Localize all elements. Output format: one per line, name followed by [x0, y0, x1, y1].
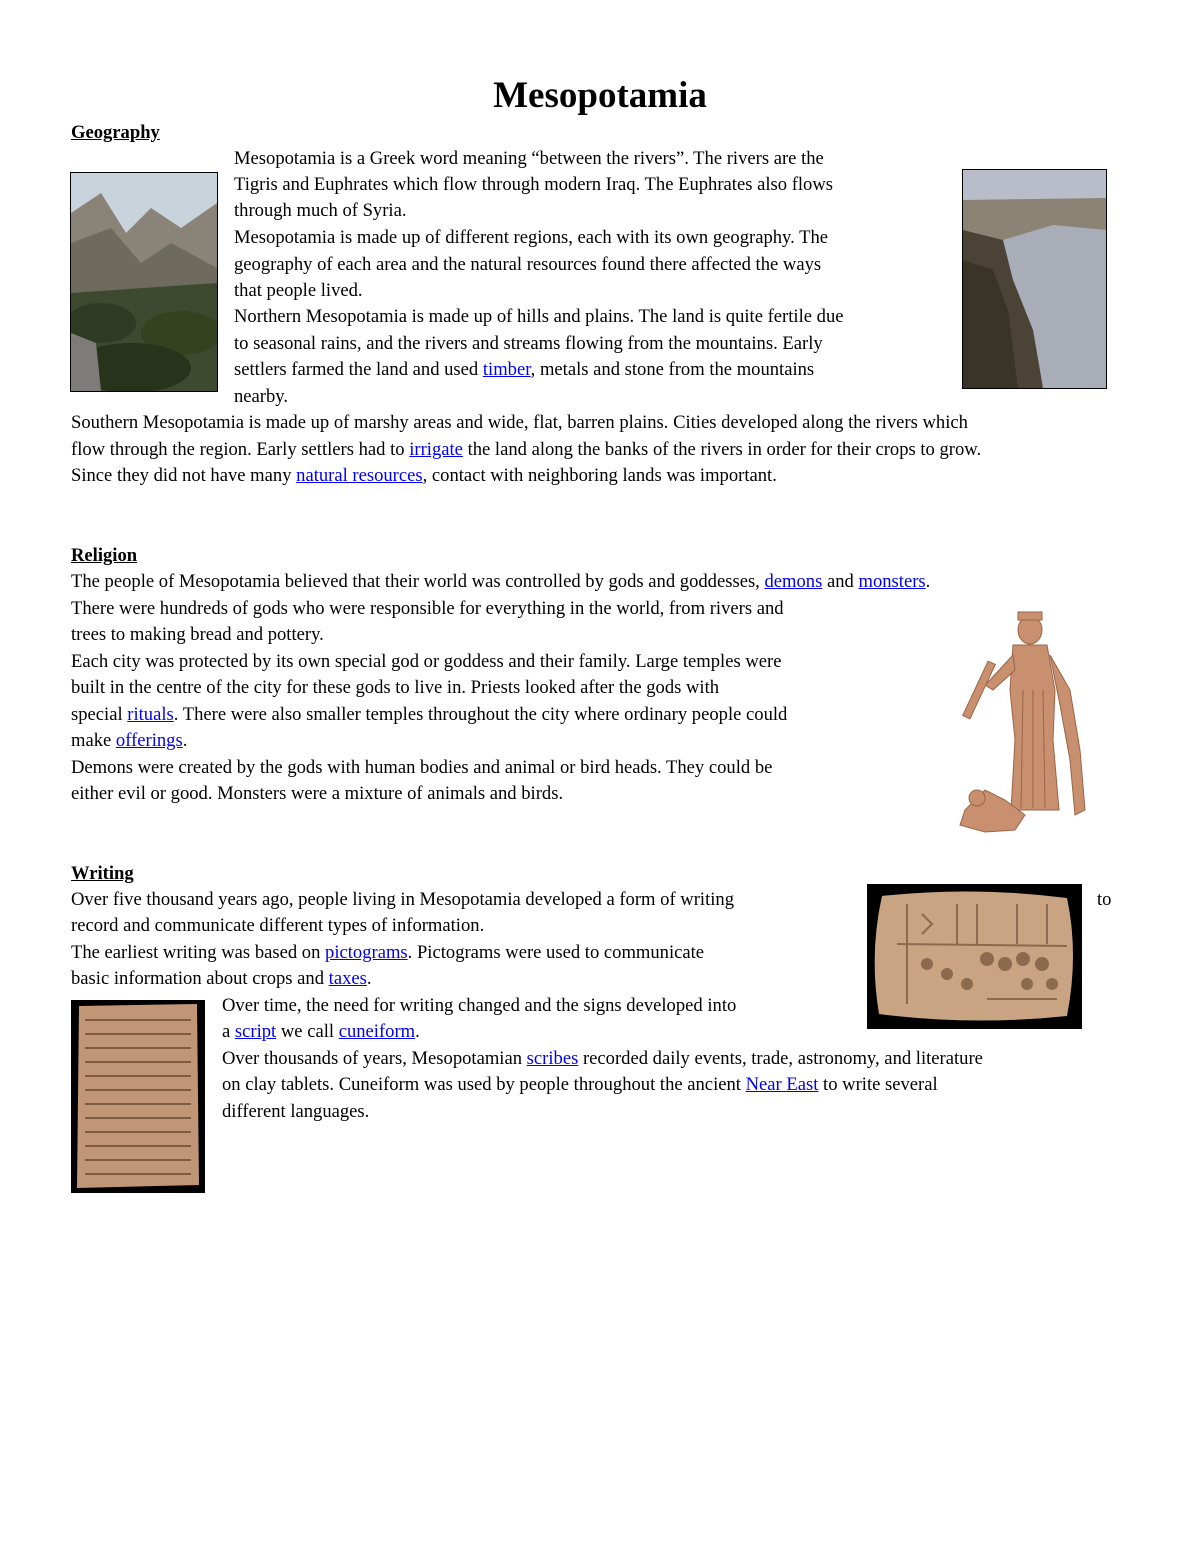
- religion-line-6: [71, 702, 787, 729]
- link-scribes[interactable]: scribes: [526, 1048, 579, 1069]
- geography-line-6: that people lived.: [234, 280, 363, 301]
- religion-line-6-text-end: . There were also smaller temples throughout the city where ordinary people could: [173, 704, 788, 725]
- writing-line-3-text-end: . Pictograms were used to communicate: [407, 942, 705, 963]
- religion-line-6-text: special: [71, 704, 128, 725]
- geography-line-11: Southern Mesopotamia is made up of marshy areas and wide, flat, barren plains. Cities developed along the rivers which: [71, 412, 968, 433]
- goddess-statue-image: [955, 610, 1095, 835]
- religion-line-1-period: .: [925, 571, 931, 592]
- link-offerings[interactable]: offerings: [115, 730, 183, 751]
- link-cuneiform[interactable]: cuneiform: [338, 1021, 416, 1042]
- writing-line-1-to: to: [1097, 889, 1112, 910]
- writing-line-7-text: Over thousands of years, Mesopotamian: [222, 1048, 527, 1069]
- geography-line-2: Tigris and Euphrates which flow through modern Iraq. The Euphrates also flows: [234, 174, 834, 195]
- writing-line-4: [71, 966, 372, 993]
- geography-heading: Geography: [71, 122, 160, 143]
- writing-line-6-mid: we call: [276, 1021, 339, 1042]
- geography-line-13-text: Since they did not have many: [71, 465, 297, 486]
- writing-line-8-text-end: to write several: [818, 1074, 938, 1095]
- pictogram-tablet-image: [867, 884, 1082, 1029]
- writing-line-3: [71, 940, 704, 967]
- writing-line-3-text: The earliest writing was based on: [71, 942, 326, 963]
- geography-line-7: Northern Mesopotamia is made up of hills and plains. The land is quite fertile due: [234, 306, 844, 327]
- geography-line-5: geography of each area and the natural resources found there affected the ways: [234, 254, 822, 275]
- religion-line-1-and: and: [822, 571, 859, 592]
- geography-line-1: Mesopotamia is a Greek word meaning “between the rivers”. The rivers are the: [234, 148, 824, 169]
- link-natural-resources[interactable]: natural resources: [296, 465, 423, 486]
- religion-line-8: Demons were created by the gods with human bodies and animal or bird heads. They could be: [71, 757, 773, 778]
- writing-line-6: [222, 1019, 420, 1046]
- writing-line-4-text: basic information about crops and: [71, 968, 329, 989]
- link-taxes[interactable]: taxes: [328, 968, 367, 989]
- cuneiform-tablet-image: [71, 1000, 205, 1193]
- geography-line-9: [234, 357, 814, 384]
- writing-line-7-text-end: recorded daily events, trade, astronomy, and literature: [578, 1048, 983, 1069]
- religion-line-7-text: make: [71, 730, 116, 751]
- writing-line-8-text: on clay tablets. Cuneiform was used by people throughout the ancient: [222, 1074, 746, 1095]
- writing-line-5: Over time, the need for writing changed and the signs developed into: [222, 995, 737, 1016]
- link-demons[interactable]: demons: [764, 571, 823, 592]
- writing-heading: Writing: [71, 863, 134, 884]
- page-title: Mesopotamia: [493, 75, 707, 116]
- mountains-photo: [70, 172, 218, 392]
- religion-heading: Religion: [71, 545, 138, 566]
- geography-line-12: [71, 437, 981, 464]
- writing-line-9: different languages.: [222, 1101, 370, 1122]
- link-script[interactable]: script: [234, 1021, 277, 1042]
- geography-line-9-text: settlers farmed the land and used: [234, 359, 483, 380]
- writing-line-1: Over five thousand years ago, people living in Mesopotamia developed a form of writing: [71, 889, 735, 910]
- geography-line-9-text-end: , metals and stone from the mountains: [530, 359, 815, 380]
- writing-line-6-period: .: [415, 1021, 420, 1042]
- writing-line-2: record and communicate different types of information.: [71, 915, 485, 936]
- religion-line-4: Each city was protected by its own special god or goddess and their family. Large temples were: [71, 651, 782, 672]
- religion-line-5: built in the centre of the city for these gods to live in. Priests looked after the gods with: [71, 677, 720, 698]
- link-monsters[interactable]: monsters: [858, 571, 926, 592]
- writing-line-8: [222, 1072, 938, 1099]
- geography-line-3: through much of Syria.: [234, 200, 407, 221]
- link-near-east[interactable]: Near East: [745, 1074, 819, 1095]
- religion-line-7: [71, 728, 187, 755]
- writing-line-4-period: .: [366, 968, 372, 989]
- geography-line-4: Mesopotamia is made up of different regions, each with its own geography. The: [234, 227, 828, 248]
- geography-line-13: [71, 463, 777, 490]
- link-irrigate[interactable]: irrigate: [409, 439, 463, 460]
- writing-line-6-text: a: [222, 1021, 235, 1042]
- link-pictograms[interactable]: pictograms: [325, 942, 408, 963]
- religion-line-2: There were hundreds of gods who were responsible for everything in the world, from rivers and: [71, 598, 784, 619]
- religion-line-3: trees to making bread and pottery.: [71, 624, 324, 645]
- geography-line-10: nearby.: [234, 386, 289, 407]
- geography-line-8: to seasonal rains, and the rivers and streams flowing from the mountains. Early: [234, 333, 823, 354]
- geography-line-13-text-end: , contact with neighboring lands was important.: [422, 465, 777, 486]
- religion-line-9: either evil or good. Monsters were a mixture of animals and birds.: [71, 783, 564, 804]
- link-rituals[interactable]: rituals: [127, 704, 174, 725]
- religion-line-1-text: The people of Mesopotamia believed that their world was controlled by gods and goddesses,: [71, 571, 765, 592]
- euphrates-river-photo: [962, 169, 1107, 389]
- religion-line-1: [71, 569, 930, 596]
- writing-line-7: [222, 1046, 983, 1073]
- religion-line-7-period: .: [182, 730, 188, 751]
- link-timber[interactable]: timber: [482, 359, 531, 380]
- geography-line-12-text: flow through the region. Early settlers had to: [71, 439, 410, 460]
- geography-line-12-text-end: the land along the banks of the rivers in order for their crops to grow.: [462, 439, 982, 460]
